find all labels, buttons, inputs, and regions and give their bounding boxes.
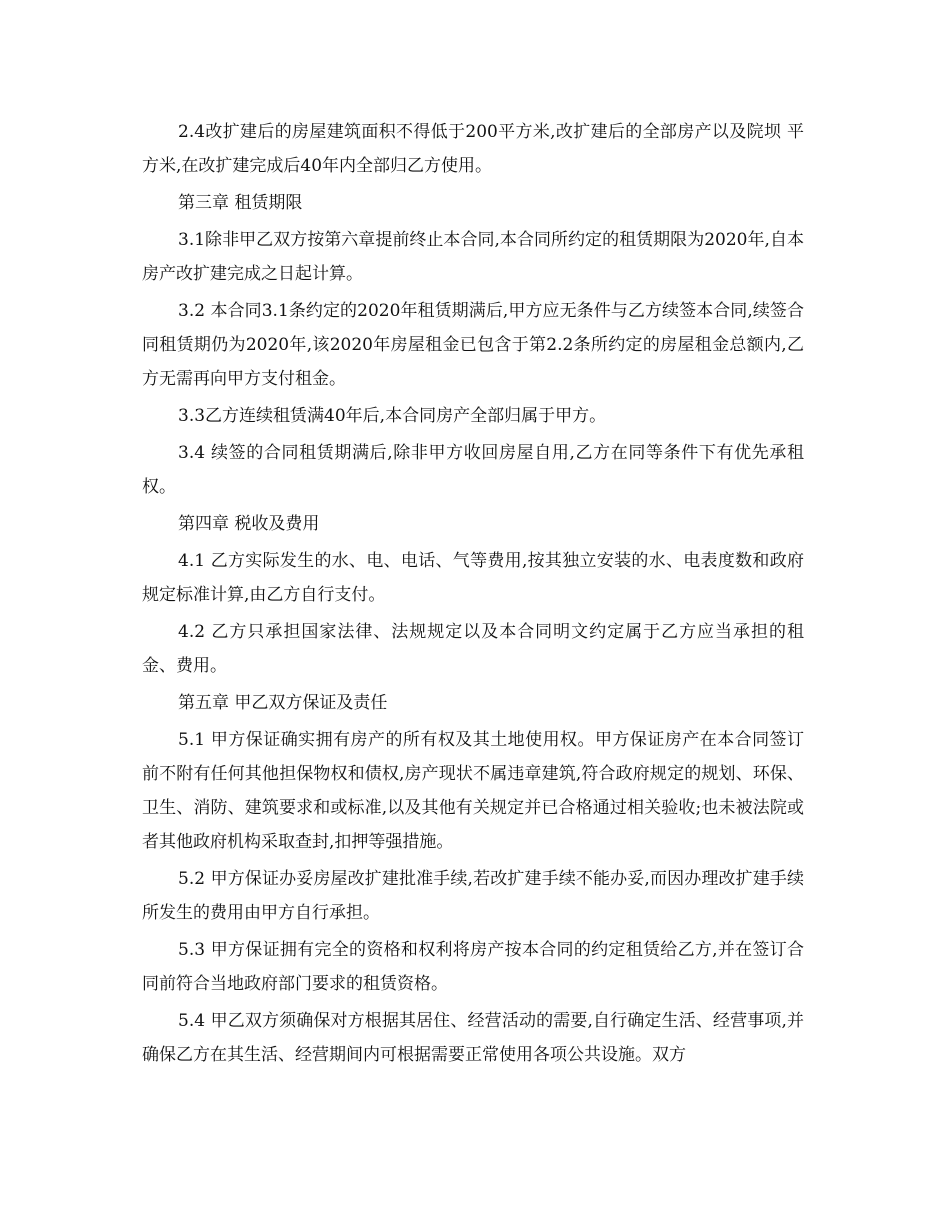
clause-4-1: 4.1 乙方实际发生的水、电、电话、气等费用,按其独立安装的水、电表度数和政府规定标准计算,由乙方自行支付。 xyxy=(142,551,804,605)
chapter-5-heading: 第五章 甲乙双方保证及责任 xyxy=(178,693,388,713)
clause-4-2: 4.2 乙方只承担国家法律、法规规定以及本合同明文约定属于乙方应当承担的租金、费用。 xyxy=(142,622,804,676)
clause-3-2: 3.2 本合同3.1条约定的2020年租赁期满后,甲方应无条件与乙方续签本合同,续签合同租赁期仍为2020年,该2020年房屋租金已包含于第2.2条所约定的房屋租金总额内,乙方无需再向甲方支付租金。 xyxy=(142,301,804,389)
clause-5-1: 5.1 甲方保证确实拥有房产的所有权及其土地使用权。甲方保证房产在本合同签订前不附有任何其他担保物权和债权,房产现状不属违章建筑,符合政府规定的规划、环保、卫生、消防、建筑要求和或标准,以及其他有关规定并已合格通过相关验收;也未被法院或者其他政府机构采取查封,扣押等强措施。 xyxy=(142,730,804,852)
clause-2-4: 2.4改扩建后的房屋建筑面积不得低于200平方米,改扩建后的全部房产以及院坝 平方米,在改扩建完成后40年内全部归乙方使用。 xyxy=(142,122,804,176)
chapter-4-heading: 第四章 税收及费用 xyxy=(178,514,320,534)
clause-3-1: 3.1除非甲乙双方按第六章提前终止本合同,本合同所约定的租赁期限为2020年,自本房产改扩建完成之日起计算。 xyxy=(142,230,804,284)
chapter-3-heading: 第三章 租赁期限 xyxy=(178,193,303,213)
clause-5-4: 5.4 甲乙双方须确保对方根据其居住、经营活动的需要,自行确定生活、经营事项,并确保乙方在其生活、经营期间内可根据需要正常使用各项公共设施。双方 xyxy=(142,1011,804,1065)
clause-5-2: 5.2 甲方保证办妥房屋改扩建批准手续,若改扩建手续不能办妥,而因办理改扩建手续所发生的费用由甲方自行承担。 xyxy=(142,869,804,923)
clause-5-3: 5.3 甲方保证拥有完全的资格和权利将房产按本合同的约定租赁给乙方,并在签订合同前符合当地政府部门要求的租赁资格。 xyxy=(142,940,804,994)
clause-3-4: 3.4 续签的合同租赁期满后,除非甲方收回房屋自用,乙方在同等条件下有优先承租权。 xyxy=(142,443,804,497)
clause-3-3: 3.3乙方连续租赁满40年后,本合同房产全部归属于甲方。 xyxy=(178,406,607,426)
document-body xyxy=(142,115,804,1075)
